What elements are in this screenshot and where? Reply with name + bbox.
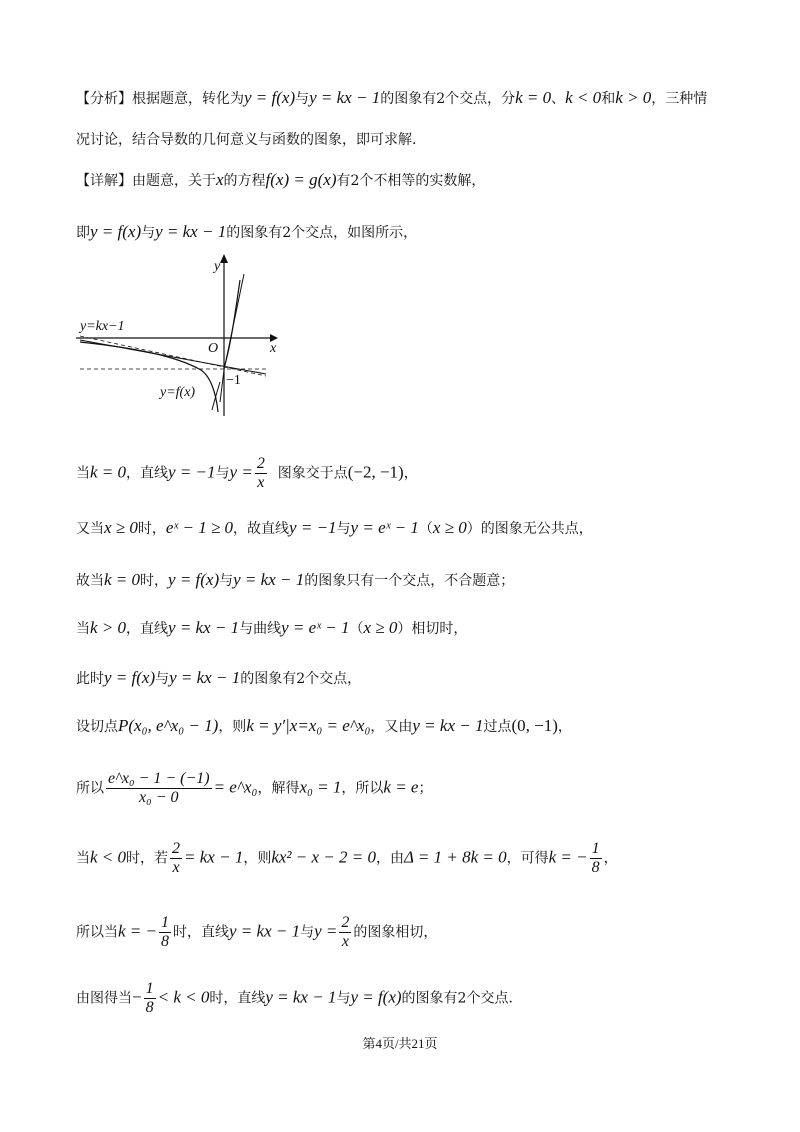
math: y = −1 xyxy=(289,518,337,537)
text: 时，直线 xyxy=(173,924,229,941)
curve-right-exp xyxy=(224,280,240,368)
text: ，则 xyxy=(243,850,272,867)
math: y = kx − 1 xyxy=(309,88,381,107)
text: 【详解】由题意，关于 xyxy=(76,173,216,189)
detail-line-2 xyxy=(76,222,417,243)
fraction: $\frac{\text{e\textasciicircum{}x₀ − 1 − (−1)}}{\text{x₀ − 0}}$ xyxy=(108,770,210,806)
curve-label: y=f(x) xyxy=(160,385,196,400)
fraction: $\frac{2}{x}$ xyxy=(341,914,350,950)
text: 所以 xyxy=(76,780,104,797)
fraction: $\frac{1}{8}$ xyxy=(591,840,600,876)
analysis-line-2 xyxy=(76,130,416,150)
math: x ≥ 0 xyxy=(363,618,398,637)
math: y = −1 xyxy=(168,462,216,482)
text: ； xyxy=(418,780,433,797)
text: 的图象只有一个交点，不合题意； xyxy=(304,573,515,589)
math: y = xyxy=(314,921,338,941)
math: y = f(x) xyxy=(168,570,220,589)
text: 设切点 xyxy=(76,719,118,735)
math: y = f(x) xyxy=(104,668,156,687)
math: x ≥ 0 xyxy=(104,518,138,537)
tangent-line-k-pos xyxy=(224,274,244,370)
text: ，直线 xyxy=(126,621,169,637)
line-8 xyxy=(76,618,467,639)
text: ， xyxy=(603,850,618,867)
text: 【分析】根据题意，转化为 xyxy=(76,91,244,107)
math: k = − xyxy=(118,921,157,941)
math: k = − xyxy=(548,847,588,867)
text: 与 xyxy=(155,671,170,687)
math: k = 0 xyxy=(90,462,127,482)
text: 和 xyxy=(601,91,616,107)
line-12 xyxy=(76,840,618,877)
line-11 xyxy=(76,770,432,807)
math: y = f(x) xyxy=(90,222,142,241)
fraction: $\frac{1}{8}$ xyxy=(145,980,154,1016)
text: 的图象有2个交点. xyxy=(401,990,513,1007)
case-k-zero xyxy=(76,455,418,492)
text: 又当 xyxy=(76,521,104,537)
text: 由图得当 xyxy=(76,990,132,1007)
text: 此时 xyxy=(76,671,104,687)
text: 时，直线 xyxy=(209,990,266,1007)
text: （ xyxy=(418,521,433,537)
text: ，直线 xyxy=(126,465,169,482)
text: ， xyxy=(557,719,572,735)
tangent-line-dashed xyxy=(80,336,266,376)
math: = e^x₀ xyxy=(213,777,258,797)
line-14 xyxy=(76,980,513,1017)
text: 时，若 xyxy=(126,850,169,867)
text: 况讨论，结合导数的几何意义与函数的图象，即可求解. xyxy=(76,132,417,148)
text: 与 xyxy=(336,521,351,537)
text: 的图象相切， xyxy=(353,924,438,941)
math: P(x₀, e^x₀ − 1) xyxy=(118,716,219,735)
math: y = eˣ − 1 xyxy=(281,618,350,637)
line-10 xyxy=(76,716,572,737)
text: （ xyxy=(349,621,364,637)
text: 与 xyxy=(219,573,234,589)
math: k = y′|x=x₀ = e^x₀ xyxy=(246,716,371,735)
line-7 xyxy=(76,570,514,591)
text: 当 xyxy=(76,621,90,637)
math: y = kx − 1 xyxy=(155,222,227,241)
math: y = kx − 1 xyxy=(412,716,484,735)
math: x ≥ 0 xyxy=(432,518,467,537)
math: y = kx − 1 xyxy=(169,668,241,687)
math: k = e xyxy=(383,777,419,797)
y-axis-arrow xyxy=(220,254,228,263)
math: k < 0 xyxy=(565,88,602,107)
math: f(x) = g(x) xyxy=(265,170,337,189)
math: x₀ = 1 xyxy=(299,777,342,797)
math: y = f(x) xyxy=(244,88,296,107)
analysis-line xyxy=(76,88,707,109)
math: kx² − x − 2 = 0 xyxy=(271,847,376,867)
math: k > 0 xyxy=(615,88,652,107)
text: ，又由 xyxy=(370,719,413,735)
curve-left-branch-2 xyxy=(212,382,220,410)
math: y = f(x) xyxy=(350,987,402,1007)
text: ，三种情 xyxy=(651,91,708,107)
math: (−2, −1) xyxy=(347,462,404,482)
math: Δ = 1 + 8k = 0 xyxy=(403,847,507,867)
text: 故当 xyxy=(76,573,104,589)
text: ，由 xyxy=(375,850,404,867)
text: 与曲线 xyxy=(239,621,282,637)
text: 与 xyxy=(215,465,230,482)
text: 的图象有2个交点， xyxy=(240,671,362,687)
math: k = 0 xyxy=(515,88,552,107)
math: x xyxy=(216,170,224,189)
math: − xyxy=(132,987,142,1007)
text: 的图象有2个交点，如图所示， xyxy=(226,225,418,241)
text: 当 xyxy=(76,465,90,482)
text: ，则 xyxy=(218,719,247,735)
text: 的方程 xyxy=(223,173,266,189)
math: = kx − 1 xyxy=(184,847,244,867)
page-footer: 第4页/共21页 xyxy=(362,1036,438,1051)
detail-line xyxy=(76,170,485,191)
text: 时， xyxy=(140,573,169,589)
fraction: $\frac{2}{x}$ xyxy=(172,840,181,876)
line-13 xyxy=(76,914,437,951)
origin-label: O xyxy=(208,341,219,356)
math: y = eˣ − 1 xyxy=(350,518,419,537)
text: 与 xyxy=(336,990,351,1007)
text: 与 xyxy=(141,225,156,241)
line-6 xyxy=(76,518,593,539)
text: 与 xyxy=(295,91,310,107)
text: 的图象有2个交点，分 xyxy=(380,91,516,107)
function-graph xyxy=(76,252,286,422)
line-label: y=kx−1 xyxy=(80,319,125,334)
text: ）的图象无公共点， xyxy=(466,521,593,537)
text: ，解得 xyxy=(257,780,300,797)
math: y = kx − 1 xyxy=(233,570,305,589)
math: k = 0 xyxy=(104,570,141,589)
curve-left-branch xyxy=(80,342,218,412)
y-axis-label: y xyxy=(214,259,221,274)
text: ，故直线 xyxy=(233,521,290,537)
text: 时， xyxy=(137,521,166,537)
text: ）相切时， xyxy=(397,621,468,637)
math: k > 0 xyxy=(90,618,127,637)
text: 图象交于点 xyxy=(277,465,348,482)
text: ，所以 xyxy=(341,780,384,797)
minus-one-label: −1 xyxy=(226,373,241,388)
text: 当 xyxy=(76,850,90,867)
text: ， xyxy=(403,465,418,482)
math: < k < 0 xyxy=(157,987,210,1007)
text: 即 xyxy=(76,225,90,241)
text: 所以当 xyxy=(76,924,118,941)
math: y = kx − 1 xyxy=(265,987,337,1007)
text: 、 xyxy=(551,91,566,107)
text: ，可得 xyxy=(506,850,549,867)
math: k < 0 xyxy=(90,847,127,867)
x-axis-label: x xyxy=(270,341,277,356)
math: (0, −1) xyxy=(511,716,558,735)
math: y = kx − 1 xyxy=(168,618,240,637)
math: y = xyxy=(229,462,253,482)
text: 过点 xyxy=(483,719,512,735)
line-9 xyxy=(76,668,361,689)
fraction: $\frac{1}{8}$ xyxy=(161,914,169,950)
text: 与 xyxy=(300,924,315,941)
fraction: $\frac{2}{x}$ xyxy=(256,455,265,491)
text: 有2个不相等的实数解， xyxy=(336,173,486,189)
math: eˣ − 1 ≥ 0 xyxy=(165,518,234,537)
math: y = kx − 1 xyxy=(229,921,301,941)
